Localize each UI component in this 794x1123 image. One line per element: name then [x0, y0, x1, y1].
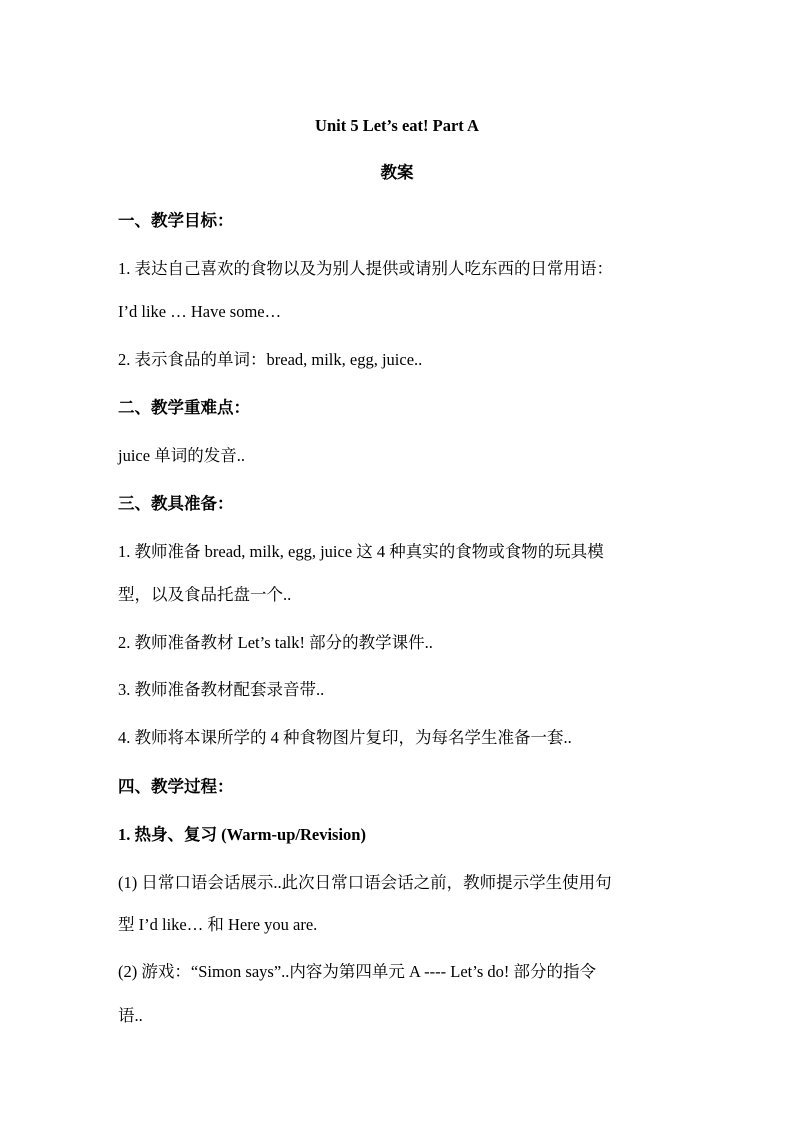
materials-item3: 3. 教师准备教材配套录音带..	[118, 680, 325, 699]
materials-item4: 4. 教师将本课所学的 4 种食物图片复印，为每名学生准备一套..	[118, 728, 572, 747]
objectives-item2: 2. 表示食品的单词：bread, milk, egg, juice..	[118, 350, 423, 369]
process-sub2-line2: 语..	[118, 1006, 143, 1025]
process-sub1-line1: (1) 日常口语会话展示..此次日常口语会话之前，教师提示学生使用句	[118, 873, 612, 892]
process-sub2-line1: (2) 游戏：“Simon says”..内容为第四单元 A ---- Let’s do! 部分的指令	[118, 962, 596, 981]
objectives-item1-line1: 1. 表达自己喜欢的食物以及为别人提供或请别人吃东西的日常用语：	[118, 259, 613, 278]
process-step1-heading: 1. 热身、复习 (Warm-up/Revision)	[118, 825, 366, 844]
objectives-item1-line2: I’d like … Have some…	[118, 302, 282, 321]
document-title: Unit 5 Let’s eat! Part A	[315, 116, 479, 135]
key-points-text: juice 单词的发音..	[118, 446, 245, 465]
section-heading-objectives: 一、教学目标：	[118, 211, 234, 230]
materials-item2: 2. 教师准备教材 Let’s talk! 部分的教学课件..	[118, 633, 433, 652]
materials-item1-line2: 型，以及食品托盘一个..	[118, 585, 292, 604]
materials-item1-line1: 1. 教师准备 bread, milk, egg, juice 这 4 种真实的食物或食物的玩具模	[118, 542, 604, 561]
section-heading-key-points: 二、教学重难点：	[118, 398, 250, 417]
section-heading-materials: 三、教具准备：	[118, 494, 234, 513]
process-sub1-line2: 型 I’d like… 和 Here you are.	[118, 915, 318, 934]
section-heading-process: 四、教学过程：	[118, 777, 234, 796]
document-subtitle: 教案	[380, 163, 414, 182]
